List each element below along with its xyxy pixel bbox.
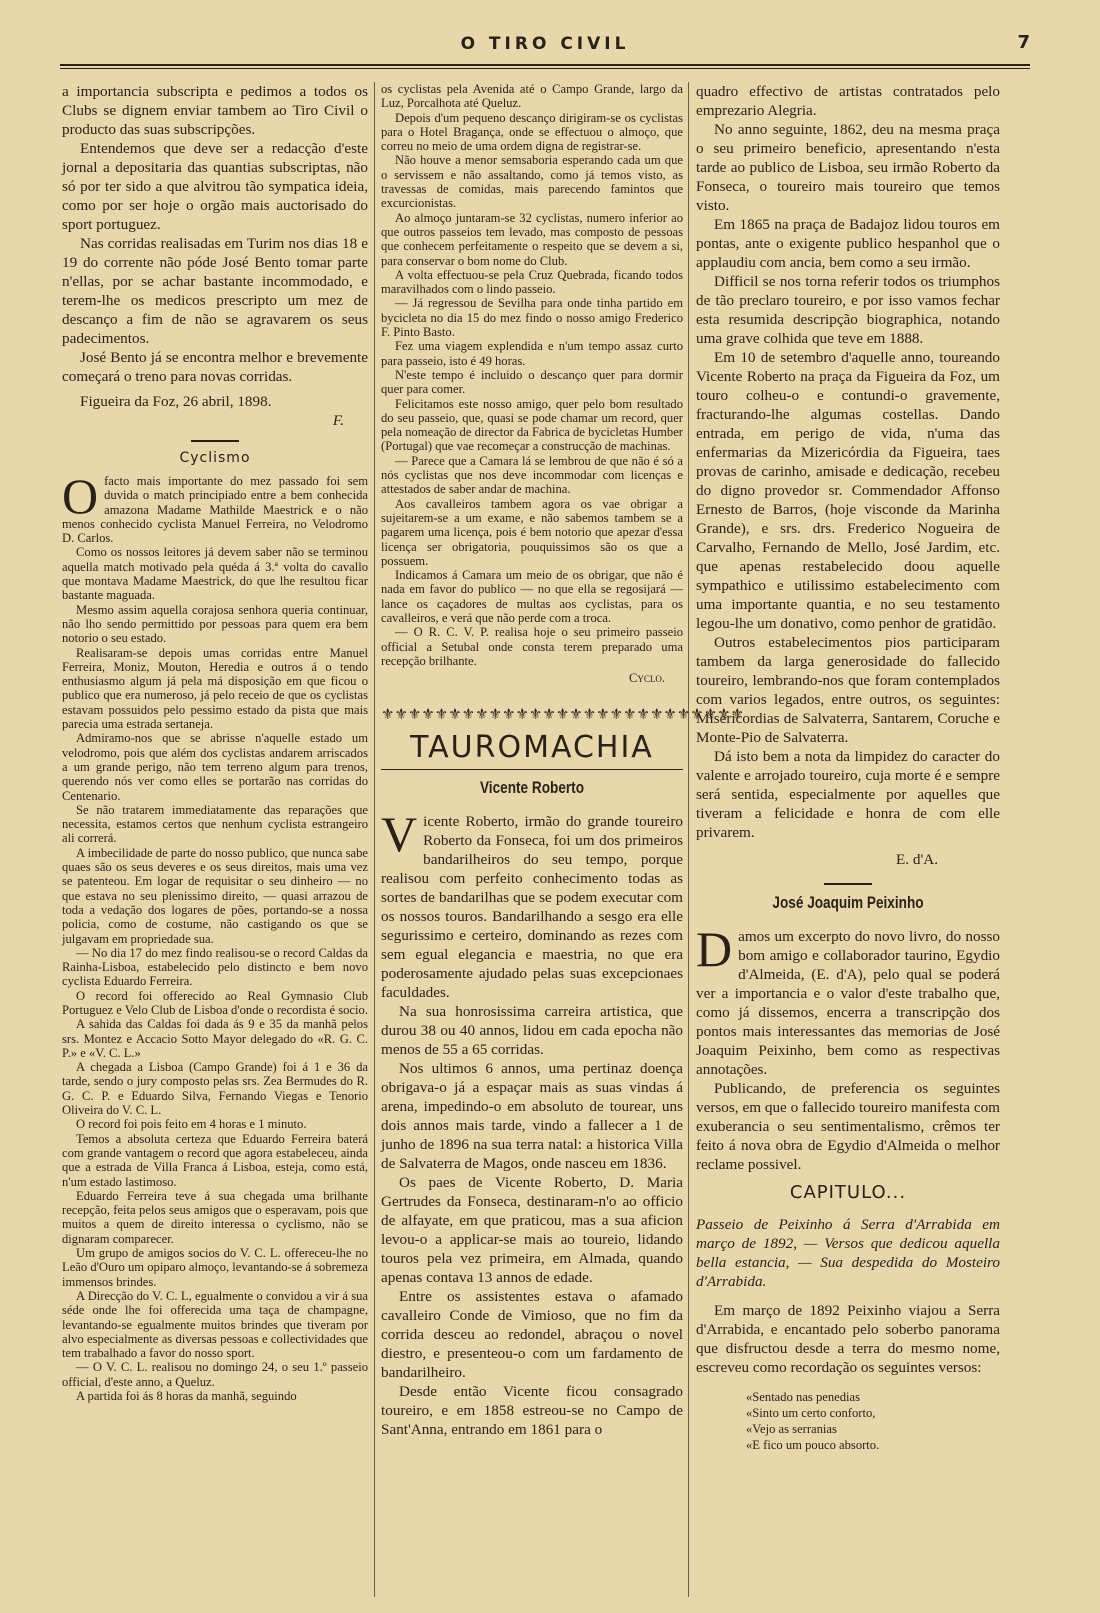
vicente-roberto-article	[381, 806, 683, 1439]
dateline: Figueira da Foz, 26 abril, 1898.	[80, 393, 272, 410]
paragraph: Temos a absoluta certeza que Eduardo Ferreira baterá com grande vantagem o record que agora estabeleceu, ainda que a estrada de Villa Franca á Lisboa, esteja, como está, n'um estado lastimoso.	[62, 1131, 368, 1189]
paragraph: No anno seguinte, 1862, deu na mesma praça o seu primeiro beneficio, apresentando n'esta tarde ao publico de Lisboa, seu irmão Roberto da Fonseca, o toureiro mais toureiro que temos visto.	[696, 121, 1000, 214]
header-rule-thin	[60, 68, 1030, 69]
paragraph: Fez uma viagem explendida e n'um tempo assaz curto para passeio, isto é 49 horas.	[381, 339, 683, 368]
section-rule	[381, 769, 683, 770]
paragraph: Nos ultimos 6 annos, uma pertinaz doença obrigava-o já a espaçar mais as suas vindas á arena, impedindo-o em absoluto de tourear, uns dois annos mais tarde, vindo a fallecer a 1 de junho de 1896 na sua terra natal: a historica Villa de Salvaterra de Magos, onde nasceu em 1836.	[381, 1060, 683, 1173]
drop-cap: O	[62, 468, 99, 524]
paragraph: N'este tempo é incluido o descanço quer para dormir quer para comer.	[381, 367, 683, 397]
paragraph: Indicamos á Camara um meio de os obrigar, que não é nada em favor do publico — no que ella se regosijará — lance os caçadores de multas aos cyclistas, para os cavalleiros, e verá que não perde com a troca.	[381, 568, 683, 625]
paragraph: Dá isto bem a nota da limpidez do caracter do valente e arrojado toureiro, cuja morte é e sempre será sentida, especialmente por aquelles que tiveram a felicidade e honra de com elle privarem.	[696, 748, 1000, 841]
paragraph: Realisaram-se depois umas corridas entre Manuel Ferreira, Moniz, Mouton, Heredia e outros á o tendo enthusiasmo algum já pela má disposição em que ficou o publico que era numeroso, já pelo receio de que os cyclistas estavam possuidos pelo pessimo estado da pista que mais parecia uma estrada sertaneja.	[62, 645, 368, 732]
drop-cap: D	[696, 921, 733, 977]
signature: Cyclo.	[628, 671, 665, 686]
verse-line: «E fico um pouco absorto.	[746, 1438, 880, 1452]
peixinho-article	[696, 921, 1000, 1453]
column-3	[696, 82, 1000, 1602]
paragraph: A volta effectuou-se pela Cruz Quebrada, ficando todos maravilhados com o lindo passeio.	[381, 267, 683, 297]
paragraph: Depois d'um pequeno descanço dirigiram-se os cyclistas para o Hotel Bragança, onde se effectuou o almoço, que correu no meio de uma ordem digna de registrar-se.	[381, 110, 683, 154]
paragraph: os cyclistas pela Avenida até o Campo Grande, largo da Luz, Porcalhota até Queluz.	[381, 82, 683, 111]
paragraph-dropcap: Damos um excerpto do novo livro, do nosso bom amigo e collaborador taurino, Egydio d'Almeida, (E. d'A), pelo qual se poderá ver a importancia e o valor d'este trabalho que, como já dissemos, encerra a transcripção dos pontos mais interessantes das memorias de José Joaquim Peixinho, bem como as respectivas annotações.	[696, 921, 1000, 1078]
cyclismo-continued	[381, 82, 683, 685]
column-divider	[688, 82, 689, 1597]
paragraph: A partida foi ás 8 horas da manhã, seguindo	[76, 1389, 297, 1403]
verse-line: «Vejo as serranias	[746, 1422, 837, 1436]
paragraph: — Já regressou de Sevilha para onde tinha partido em bycicleta no dia 15 do mez findo o nosso amigo Frederico F. Pinto Basto.	[381, 296, 683, 340]
signature: E. d'A.	[896, 851, 938, 868]
paragraph: quadro effectivo de artistas contratados pelo emprezario Alegria.	[696, 83, 1000, 119]
paragraph: Os paes de Vicente Roberto, D. Maria Gertrudes da Fonseca, destinaram-n'o ao officio de alfayate, em que praticou, mas a sua aficion levou-o a applicar-se mais ao toureio, lidando touros pela vez primeira, em Almada, quando apenas contava 13 annos de edade.	[381, 1174, 683, 1287]
tiro-civil-article-tail	[62, 82, 368, 430]
chapter-heading: CAPITULO...	[789, 1182, 907, 1203]
paragraph-dropcap: Vicente Roberto, irmão do grande toureiro Roberto da Fonseca, foi um dos primeiros bandarilheiros do seu tempo, porque realisou com perfeito conhecimento todas as sortes de bandarilhas que se podem executar com os nossos touros. Bandarilhando a sesgo era elle segurissimo e certeiro, dominando as rezes com sem egual elegancia e maestria, no que era poderosamente ajudado pelas suas excepcionaes faculdades.	[381, 806, 683, 1002]
paragraph: Nas corridas realisadas em Turim nos dias 18 e 19 do corrente não póde José Bento tomar parte n'ellas, por se achar bastante incommodado, e terem-lhe os medicos prescripto um mez de descanço a fim de não se agravarem os seus padecimentos.	[62, 235, 368, 347]
verse-line: «Sentado nas penedias	[746, 1390, 861, 1404]
paragraph: José Bento já se encontra melhor e brevemente começará o treno para novas corridas.	[62, 349, 368, 385]
section-title: TAUROMACHIA	[410, 730, 654, 766]
paragraph: Entendemos que deve ser a redacção d'este jornal a depositaria das quantias subscriptas, não só por ter sido a que alvitrou tão sympatica ideia, como por ser hoje o orgão mais auctorisado do sport portuguez.	[62, 140, 368, 233]
article-title: Vicente Roberto	[479, 778, 585, 798]
paragraph: Na sua honrosissima carreira artistica, que durou 38 ou 40 annos, lidou em cada epocha não menos de 55 a 65 corridas.	[381, 1003, 683, 1059]
paragraph: Em março de 1892 Peixinho viajou a Serra d'Arrabida, e encantado pelo soberbo panorama que disfructou desde a terra do mesmo nome, escreveu como recordação os seguintes versos:	[696, 1302, 1000, 1376]
paragraph: Em 10 de setembro d'aquelle anno, toureando Vicente Roberto na praça da Figueira da Foz, um touro colheu-o e contundi-o gravemente, fracturando-lhe algumas costellas. Dando entrada, em perigo de vida, n'uma das enfermarias da Mizericórdia da Figueira, taes provas de carinho, amisade e dedicação, recebeu do digno provedor sr. Commendador Affonso Ernesto de Barros, (hoje visconde da Marinha Grande), e srs. drs. Frederico Nogueira de Carvalho, Fernando de Mello, José Jardim, etc. que apenas restabelecido doou aquelle sympathico e utilissimo estabelecimento com uma importante quantia, e no seu testamento legou-lhe um donativo, como penhor de gratidão.	[696, 349, 1000, 632]
paragraph: Como os nossos leitores já devem saber não se terminou aquella match motivado pela quéda á 3.ª volta do cavallo que montava Madame Maestrick, do que lhe resultou ficar bastante maguada.	[62, 545, 368, 603]
paragraph: Felicitamos este nosso amigo, quer pelo bom resultado do seu passeio, que, quasi se pode chamar um record, quer pela nomeação de director da Fabrica de bycicletas Humber (Portugal) que vae recomeçar a construcção de machinas.	[381, 396, 683, 454]
paragraph: Em 1865 na praça de Badajoz lidou touros em pontas, ante o exigente publico hespanhol que o applaudiu com ancia, bem como a seu irmão.	[696, 216, 1000, 271]
column-1	[62, 82, 368, 1602]
paragraph: A sahida das Caldas foi dada ás 9 e 35 da manhã pelos srs. Montez e Accacio Sotto Mayor delegado do «R. G. C. P.» e «V. C. L.»	[62, 1017, 368, 1060]
running-title: O TIRO CIVIL	[460, 34, 630, 54]
paragraph: Desde então Vicente ficou consagrado toureiro, e em 1858 estreou-se no Campo de Sant'Anna, entrando em 1861 para o	[381, 1383, 683, 1439]
article-title: José Joaquim Peixinho	[772, 893, 924, 912]
page-header	[60, 28, 1030, 72]
paragraph: A imbecilidade de parte do nosso publico, que nunca sabe quaes são os seus deveres e os seus direitos, mais uma vez se patenteou. Em logar de requisitar o seu dinheiro — no que estava no seu plenissimo direito, — quasi arrazou de toda a vedação dos logares de pões, portando-se a nossa policia, como de costume, não castigando os que se julgavam em propriedade sua.	[62, 845, 368, 946]
verse	[696, 1389, 1000, 1453]
verse-line: «Sinto um certo conforto,	[746, 1406, 876, 1420]
page-number: 7	[1017, 32, 1030, 53]
paragraph: — O R. C. V. P. realisa hoje o seu primeiro passeio official a Setubal onde consta terem preparado uma recepção brilhante.	[381, 625, 683, 668]
paragraph: A chegada a Lisboa (Campo Grande) foi á 1 e 36 da tarde, sendo o jury composto pelas srs. Zea Bermudes do R. G. C. P. e Eduardo Silva, Fernando Viegas e Tenorio Oliveira do V. C. L.	[62, 1060, 368, 1118]
chapter-subtitle: Passeio de Peixinho á Serra d'Arrabida em março de 1892, — Versos que dedicou aquella bella estancia, — Sua despedida do Mosteiro d'Arrabida.	[696, 1216, 1000, 1290]
paragraph: O record foi offerecido ao Real Gymnasio Club Portuguez e Velo Club de Lisboa d'onde o recordista é socio.	[62, 988, 368, 1017]
paragraph: Ao almoço juntaram-se 32 cyclistas, numero inferior ao que outros passeios tem levado, mas composto de pessoas que conhecem perfeitamente o respeito que se devem a si, para conservar o bom nome do Club.	[381, 210, 683, 268]
paragraph: — No dia 17 do mez findo realisou-se o record Caldas da Rainha-Lisboa, estabelecido pelo distincto e bem novo cyclista Eduardo Ferreira.	[62, 945, 368, 989]
drop-cap: V	[381, 806, 418, 863]
paragraph: — O V. C. L. realisou no domingo 24, o seu 1.º passeio official, d'este anno, a Queluz.	[62, 1360, 368, 1389]
paragraph: Outros estabelecimentos pios participaram tambem da larga generosidade do fallecido toureiro, lembrando-nos que foram contemplados com varios legados, entre outros, os seguintes: Misericordias de Salvaterra, Santarem, Coruche e Monte-Pio de Salvaterra.	[696, 634, 1000, 746]
paragraph: Mesmo assim aquella corajosa senhora queria continuar, não lho sendo permittido por pessoas para quem era bem notorio o seu estado.	[62, 602, 368, 646]
paragraph: — Parece que a Camara lá se lembrou de que não é só a nós cyclistas que nos deve incommodar com licenças e attestados de saber andar de machina.	[381, 453, 683, 497]
paragraph-dropcap: Ofacto mais importante do mez passado foi sem duvida o match principiado entre a bem conhecida amazona Madame Mathilde Maestrick e o não menos conhecido cyclista Manuel Ferreira, no Velodromo D. Carlos.	[62, 468, 368, 546]
paragraph: Um grupo de amigos socios do V. C. L. offereceu-lhe no Leão d'Ouro um opiparo almoço, levantando-se á sobremeza immensos brindes.	[62, 1246, 368, 1289]
ornamental-rule: ⚜⚜⚜⚜⚜⚜⚜⚜⚜⚜⚜⚜⚜⚜⚜⚜⚜⚜⚜⚜⚜⚜⚜⚜⚜⚜⚜	[381, 707, 745, 724]
paragraph: A Direcção do V. C. L, egualmente o convidou a vir á sua séde onde lhe foi offerecida uma taça de champagne, levantando-se egualmente muitos brindes que tiveram por alvo especialmente as diversas pessoas e collectividades que tem trabalhado a favor do nosso sport.	[62, 1288, 368, 1361]
section-rule	[191, 440, 239, 442]
vicente-roberto-continued	[696, 82, 1000, 869]
cyclismo-article	[62, 468, 368, 1403]
section-rule	[824, 883, 872, 885]
paragraph: Se não tratarem immediatamente das reparações que necessita, estamos certos que nenhum cyclista estrangeiro ali correrá.	[62, 802, 368, 846]
section-heading: Cyclismo	[179, 450, 251, 466]
column-2	[381, 82, 745, 1602]
paragraph: Não houve a menor semsaboria esperando cada um que o servissem e não assaltando, como já temos visto, as travessas de comidas, mais parecendo famintos que excurcionistas.	[381, 153, 683, 211]
paragraph: O record foi pois feito em 4 horas e 1 minuto.	[76, 1117, 307, 1132]
paragraph: Eduardo Ferreira teve á sua chegada uma brilhante recepção, feita pelos seus amigos que o esperavam, pois que muitos a quem de direito interessa o cyclismo, não se dignaram comparecer.	[62, 1188, 368, 1246]
paragraph: Admiramo-nos que se abrisse n'aquelle estado um velodromo, pois que além dos cyclistas andarem arriscados a um grande perigo, não tem terreno algum para trenos, querendo nós ver como elles se portarão nas corridas do Centenario.	[62, 731, 368, 803]
paragraph: Entre os assistentes estava o afamado cavalleiro Conde de Vimioso, que no fim da corrida desceu ao redondel, abraçou o novel diestro, e presenteou-o com um fardamento de bandarilheiro.	[381, 1288, 683, 1382]
paragraph: Publicando, de preferencia os seguintes versos, em que o fallecido toureiro manifesta com exuberancia o seu sentimentalismo, crêmos ter feito á nova obra de Egydio d'Almeida o melhor reclame possivel.	[696, 1080, 1000, 1173]
paragraph: a importancia subscripta e pedimos a todos os Clubs se dignem enviar tambem ao Tiro Civil o producto das suas subscripções.	[62, 83, 368, 138]
column-divider	[374, 82, 375, 1597]
paragraph: Difficil se nos torna referir todos os triumphos de tão preclaro toureiro, e por isso vamos fechar esta resumida descripção biographica, notando uma grave colhida que teve em 1888.	[696, 273, 1000, 347]
header-rule	[60, 64, 1030, 66]
paragraph: Aos cavalleiros tambem agora os vae obrigar a sujeitarem-se a um exame, e não sabemos tambem se a pagarem uma licença, pois é bem notorio que apezar d'essa licença ser obrigatoria, pouquissimos são os que a possuem.	[381, 496, 683, 568]
signature: F.	[332, 412, 344, 429]
